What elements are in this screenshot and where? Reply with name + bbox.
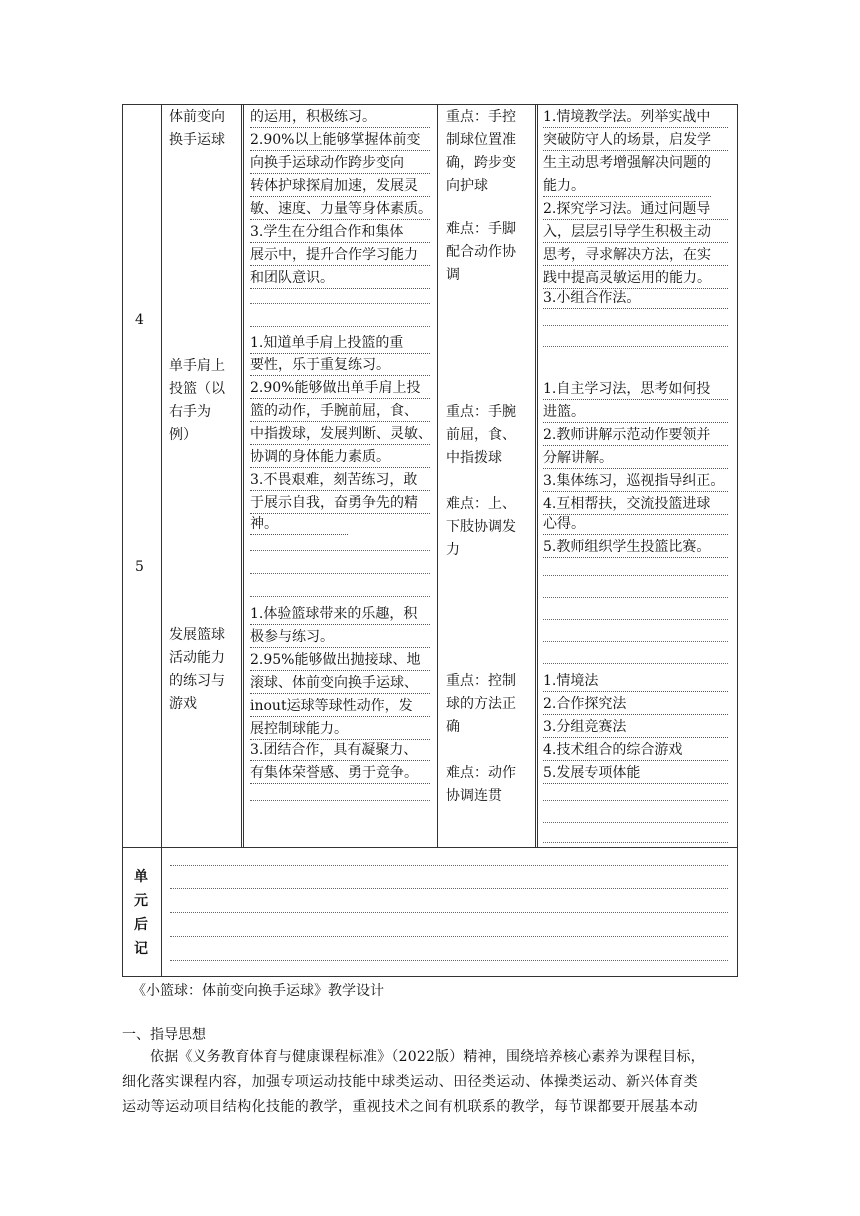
blank-line (250, 596, 430, 598)
goal-line: 展控制球能力。 (250, 719, 430, 740)
method-line: 入，层层引导学生积极主动 (543, 222, 728, 243)
topic-line: 换手运球 (169, 132, 225, 148)
goal-line: inout运球等球性动作，发 (250, 696, 430, 717)
method-line: 生主动思考增强解决问题的 (543, 155, 711, 171)
goal-line: 极参与练习。 (250, 627, 430, 648)
note-line (170, 936, 728, 938)
topic-line: 游戏 (169, 696, 197, 712)
difficulty-line: 难点：手脚 (446, 221, 516, 237)
blank-line (250, 303, 430, 305)
blank-line (543, 641, 728, 643)
blank-line (250, 326, 430, 328)
section-heading: 一、指导思想 (122, 1027, 206, 1043)
method-line: 4.技术组合的综合游戏 (543, 740, 728, 761)
topic-line: 投篮（以 (169, 381, 225, 397)
afterword-char: 元 (134, 893, 148, 909)
lesson-number: 5 (135, 559, 144, 575)
key-point-line: 向护球 (446, 178, 488, 194)
table-border-top (122, 104, 738, 105)
difficulty-line: 协调连贯 (446, 788, 502, 804)
key-point-line: 确，跨步变 (446, 155, 516, 171)
note-line (170, 960, 728, 962)
method-line: 5.发展专项体能 (543, 763, 728, 784)
method-line: 突破防守人的场景，启发学 (543, 130, 728, 151)
column-divider (161, 104, 162, 847)
method-line: 思考，寻求解决方法，在实 (543, 245, 728, 266)
column-divider (535, 104, 536, 847)
topic-line: 活动能力 (169, 650, 225, 666)
key-point-line: 球的方法正 (446, 696, 516, 712)
key-point-line: 重点：手控 (446, 109, 516, 125)
note-line (170, 865, 728, 867)
method-line: 4.互相帮扶，交流投篮进球 (543, 494, 728, 515)
blank-line (543, 619, 728, 621)
goal-line: 2.90%能够做出单手肩上投 (250, 378, 430, 399)
afterword-char: 后 (134, 917, 148, 933)
topic-line: 体前变向 (169, 109, 225, 125)
goal-line: 和团队意识。 (250, 268, 430, 289)
blank-line (543, 822, 728, 824)
goal-line: 向换手运球动作跨步变向 (250, 153, 430, 174)
key-point-line: 中指拨球 (446, 450, 502, 466)
method-line: 进篮。 (543, 402, 728, 423)
column-divider (243, 104, 244, 847)
goal-line: 3.学生在分组合作和集体 (250, 222, 430, 243)
goal-line: 的运用，积极练习。 (250, 107, 430, 128)
method-line: 心得。 (543, 514, 728, 535)
goal-line: 2.95%能够做出抛接球、地 (250, 650, 430, 671)
blank-line (543, 575, 728, 577)
key-point-line: 前屈，食、 (446, 427, 516, 443)
blank-line (543, 842, 728, 844)
method-line: 2.教师讲解示范动作要领并 (543, 425, 728, 446)
blank-line (543, 800, 728, 802)
topic-line: 例） (169, 427, 197, 443)
blank-line (543, 325, 728, 327)
method-line: 5.教师组织学生投篮比赛。 (543, 537, 728, 558)
method-line: 分解讲解。 (543, 448, 728, 469)
goal-line: 中指拨球，发展判断、灵敏、 (250, 424, 430, 445)
difficulty-line: 下肢协调发 (446, 519, 516, 535)
paragraph-line: 依据《义务教育体育与健康课程标准》（2022版）精神，围绕培养核心素养为课程目标， (150, 1049, 705, 1065)
afterword-char: 单 (134, 869, 148, 885)
goal-line: 2.90%以上能够掌握体前变 (250, 130, 430, 151)
column-divider (241, 104, 242, 847)
topic-line: 右手为 (169, 404, 211, 420)
goal-line: 1.知道单手肩上投篮的重 (250, 333, 430, 354)
method-line: 1.自主学习法，思考如何投 (543, 379, 728, 400)
row-divider (122, 847, 738, 848)
goal-line: 敏、速度、力量等身体素质。 (250, 199, 430, 220)
method-line: 1.情境法 (543, 671, 728, 692)
goal-line: 3.团结合作，具有凝聚力、 (250, 740, 430, 761)
topic-line: 的练习与 (169, 673, 225, 689)
goal-line: 于展示自我，奋勇争先的精 (250, 493, 430, 514)
method-line: 3.集体练习，巡视指导纠正。 (543, 471, 728, 492)
blank-line (250, 800, 430, 802)
paragraph-line: 运动等运动项目结构化技能的教学，重视技术之间有机联系的教学，每节课都要开展基本动 (122, 1099, 698, 1115)
goal-line: 3.不畏艰难，刻苦练习，敢 (250, 470, 430, 491)
note-line (170, 888, 728, 890)
difficulty-line: 调 (446, 267, 460, 283)
difficulty-line: 配合动作协 (446, 244, 516, 260)
blank-line (543, 663, 728, 665)
method-line: 1.情境教学法。列举实战中 (543, 107, 728, 128)
goal-line: 协调的身体能力素质。 (250, 447, 430, 468)
note-line (170, 912, 728, 914)
goal-line: 1.体验篮球带来的乐趣，积 (250, 604, 430, 625)
goal-line: 展示中，提升合作学习能力 (250, 245, 430, 266)
key-point-line: 制球位置准 (446, 132, 516, 148)
difficulty-line: 难点：动作 (446, 765, 516, 781)
method-line: 2.探究学习法。通过问题导 (543, 199, 728, 220)
goal-line: 神。 (250, 514, 348, 535)
goal-line: 滚球、体前变向换手运球、 (250, 673, 430, 694)
lesson-number: 4 (135, 312, 144, 328)
blank-line (543, 597, 728, 599)
difficulty-line: 难点：上、 (446, 496, 516, 512)
method-line: 践中提高灵敏运用的能力。 (543, 268, 728, 289)
method-line: 3.分组竞赛法 (543, 717, 728, 738)
topic-line: 发展篮球 (169, 627, 225, 643)
blank-line (543, 346, 728, 348)
column-divider (437, 104, 438, 847)
doc-title: 《小篮球：体前变向换手运球》教学设计 (132, 983, 384, 999)
table-border-bottom (122, 976, 738, 977)
difficulty-line: 力 (446, 542, 460, 558)
goal-line: 有集体荣誉感、勇于竞争。 (250, 763, 430, 784)
goal-line: 要性，乐于重复练习。 (250, 355, 430, 376)
method-line: 2.合作探究法 (543, 694, 728, 715)
column-divider (161, 847, 162, 977)
blank-line (250, 550, 430, 552)
blank-line (250, 573, 430, 575)
method-line: 能力。 (543, 176, 711, 197)
key-point-line: 确 (446, 719, 460, 735)
goal-line: 篮的动作，手腕前屈，食、 (250, 401, 430, 422)
key-point-line: 重点：控制 (446, 673, 516, 689)
goal-line: 转体护球探肩加速，发展灵 (250, 176, 430, 197)
key-point-line: 重点：手腕 (446, 404, 516, 420)
paragraph-line: 细化落实课程内容，加强专项运动技能中球类运动、田径类运动、体操类运动、新兴体育类 (122, 1074, 698, 1090)
topic-line: 单手肩上 (169, 358, 225, 374)
afterword-char: 记 (134, 941, 148, 957)
method-line: 3.小组合作法。 (543, 288, 728, 309)
column-divider (537, 104, 538, 847)
